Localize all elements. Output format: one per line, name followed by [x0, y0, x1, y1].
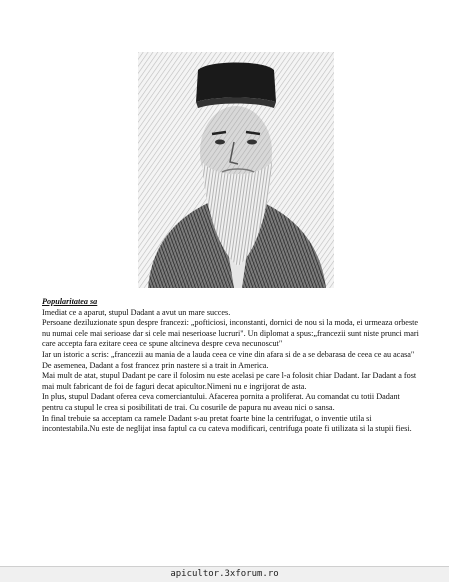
paragraph: Persoane deziluzionate spun despre francezi: „pofticiosi, inconstanti, dornici de nou si la moda, ei urmeaza orbeste nu numai cele mai serioase dar si cele mai neserioase lucruri". Un diplomat a spus:„francezii sunt niste prunci mari care accepta fara ezitare ceea ce spune altcineva despre ceva necunoscut" — [42, 318, 419, 349]
article-title: Popularitatea sa — [42, 297, 98, 306]
paragraph: Imediat ce a aparut, stupul Dadant a avut un mare succes. — [42, 307, 231, 317]
article — [42, 297, 422, 435]
portrait-engraving — [138, 52, 334, 288]
portrait-illustration — [138, 52, 334, 288]
paragraph: In plus, stupul Dadant oferea ceva comerciantului. Afacerea pornita a proliferat. Au comandat cu totii Dadant pentru ca stupul le crea si posibilitati de trai. Cu cosurile de papura nu aveau nici o sansa. — [42, 392, 400, 412]
watermark-bar — [0, 566, 449, 582]
paragraph: De asemenea, Dadant a fost francez prin nastere si a trait in America. — [42, 360, 269, 370]
watermark-text: apicultor.3xforum.ro — [170, 569, 279, 579]
paragraph: In final trebuie sa acceptam ca ramele Dadant s-au pretat foarte bine la centrifugat, o inventie utila si incontestabila.Nu este de neglijat insa faptul ca cu cateva modificari, centrifuga poate fi utilizata si la stupii fiesi. — [42, 413, 412, 434]
paragraph: Mai mult de atat, stupul Dadant pe care il folosim nu este acelasi pe care l-a folosit chiar Dadant. Iar Dadant a fost mai mult fabricant de foi de faguri decat apicultor.Nimeni nu e ingrijorat de asta. — [42, 371, 417, 391]
paragraph: Iar un istoric a scris: „francezii au mania de a lauda ceea ce vine din afara si de a se debarasa de ceea ce au acasa" — [42, 349, 415, 359]
